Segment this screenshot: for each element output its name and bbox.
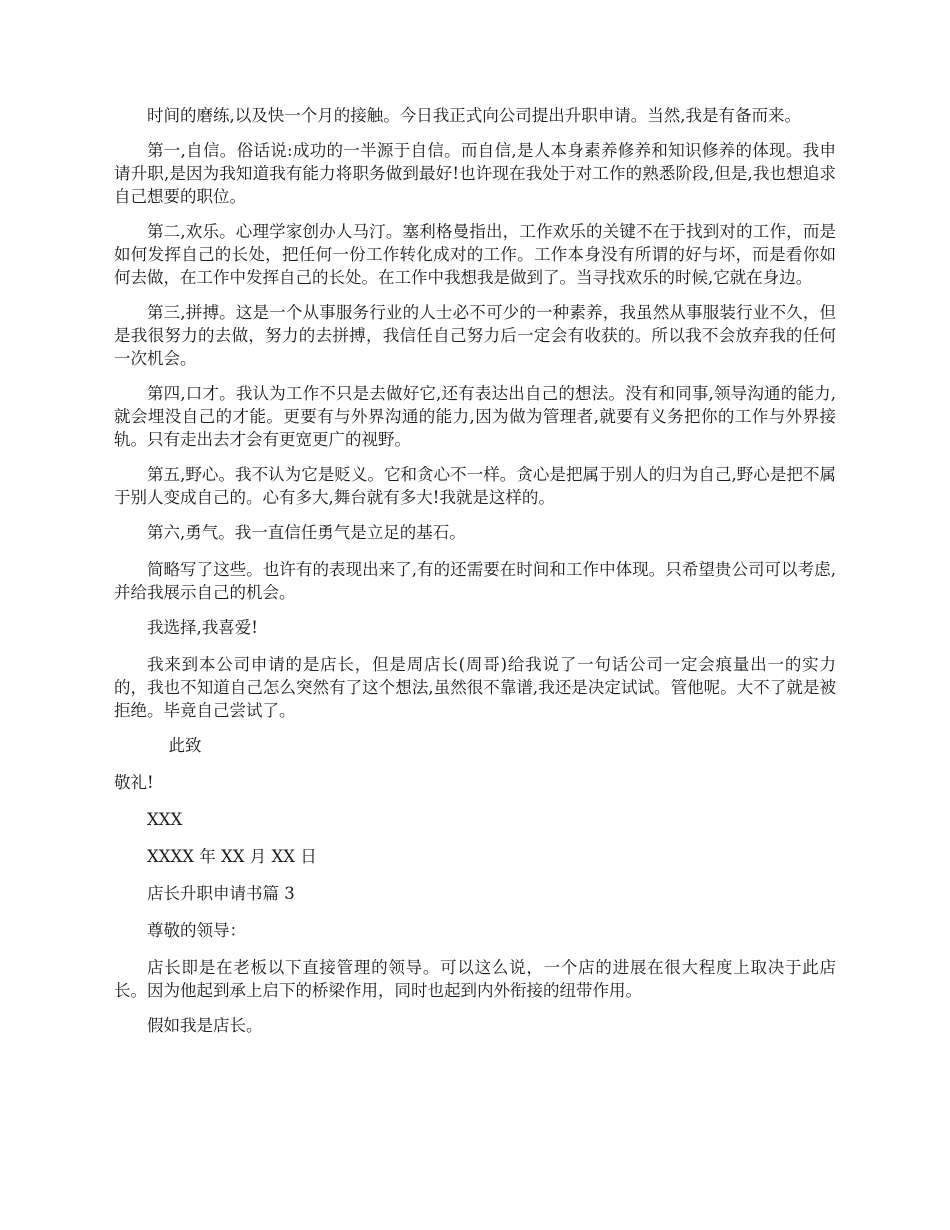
- signature: XXX: [147, 810, 183, 829]
- paragraph: 第二,欢乐。心理学家创办人马汀。塞利格曼指出，工作欢乐的关键不在于找到对的工作，而是如何发挥自己的长处，把任何一份工作转化成对的工作。工作本身没有所谓的好与坏，而是看你如何去做，在工作中发挥自己的长处。在工作中我想我是做到了。当寻找欢乐的时候,它就在身边。: [114, 222, 836, 287]
- paragraph: 我选择,我喜爱!: [147, 618, 258, 637]
- paragraph: 简略写了这些。也许有的表现出来了,有的还需要在时间和工作中体现。只希望贵公司可以考虑,并给我展示自己的机会。: [114, 560, 836, 602]
- closing-jingli: 敬礼!: [114, 773, 154, 792]
- paragraph: 第一,自信。俗话说:成功的一半源于自信。而自信,是人本身素养修养和知识修养的体现。我申请升职,是因为我知道我有能力将职务做到最好!也许现在我处于对工作的熟悉阶段,但是,我也想追求自己想要的职位。: [114, 141, 836, 206]
- paragraph: 第六,勇气。我一直信任勇气是立足的基石。: [147, 523, 466, 542]
- date-line: XXXX 年 XX 月 XX 日: [147, 847, 317, 866]
- section-title: 店长升职申请书篇 3: [147, 884, 295, 903]
- document-body: [114, 104, 836, 1051]
- paragraph: 假如我是店长。: [147, 1016, 263, 1035]
- paragraph: 第三,拼搏。这是一个从事服务行业的人士必不可少的一种素养，我虽然从事服装行业不久，但是我很努力的去做，努力的去拼搏，我信任自己努力后一定会有收获的。所以我不会放弃我的任何一次机会。: [114, 303, 836, 368]
- paragraph: 第四,口才。我认为工作不只是去做好它,还有表达出自己的想法。没有和同事,领导沟通的能力,就会埋没自己的才能。更要有与外界沟通的能力,因为做为管理者,就要有义务把你的工作与外界接轨。只有走出去才会有更宽更广的视野。: [114, 384, 836, 449]
- paragraph: 时间的磨练,以及快一个月的接触。今日我正式向公司提出升职申请。当然,我是有备而来。: [147, 106, 801, 125]
- paragraph: 第五,野心。我不认为它是贬义。它和贪心不一样。贪心是把属于别人的归为自己,野心是把不属于别人变成自己的。心有多大,舞台就有多大!我就是这样的。: [114, 465, 836, 507]
- paragraph: 店长即是在老板以下直接管理的领导。可以这么说，一个店的进展在很大程度上取决于此店长。因为他起到承上启下的桥梁作用，同时也起到内外衔接的纽带作用。: [114, 958, 836, 1000]
- paragraph: 我来到本公司申请的是店长，但是周店长(周哥)给我说了一句话公司一定会痕量出一的实力的，我也不知道自己怎么突然有了这个想法,虽然很不靠谱,我还是决定试试。管他呢。大不了就是被拒绝。毕竟自己尝试了。: [114, 655, 836, 720]
- salutation: 尊敬的领导：: [147, 921, 246, 940]
- closing-cizhi: 此致: [168, 736, 202, 755]
